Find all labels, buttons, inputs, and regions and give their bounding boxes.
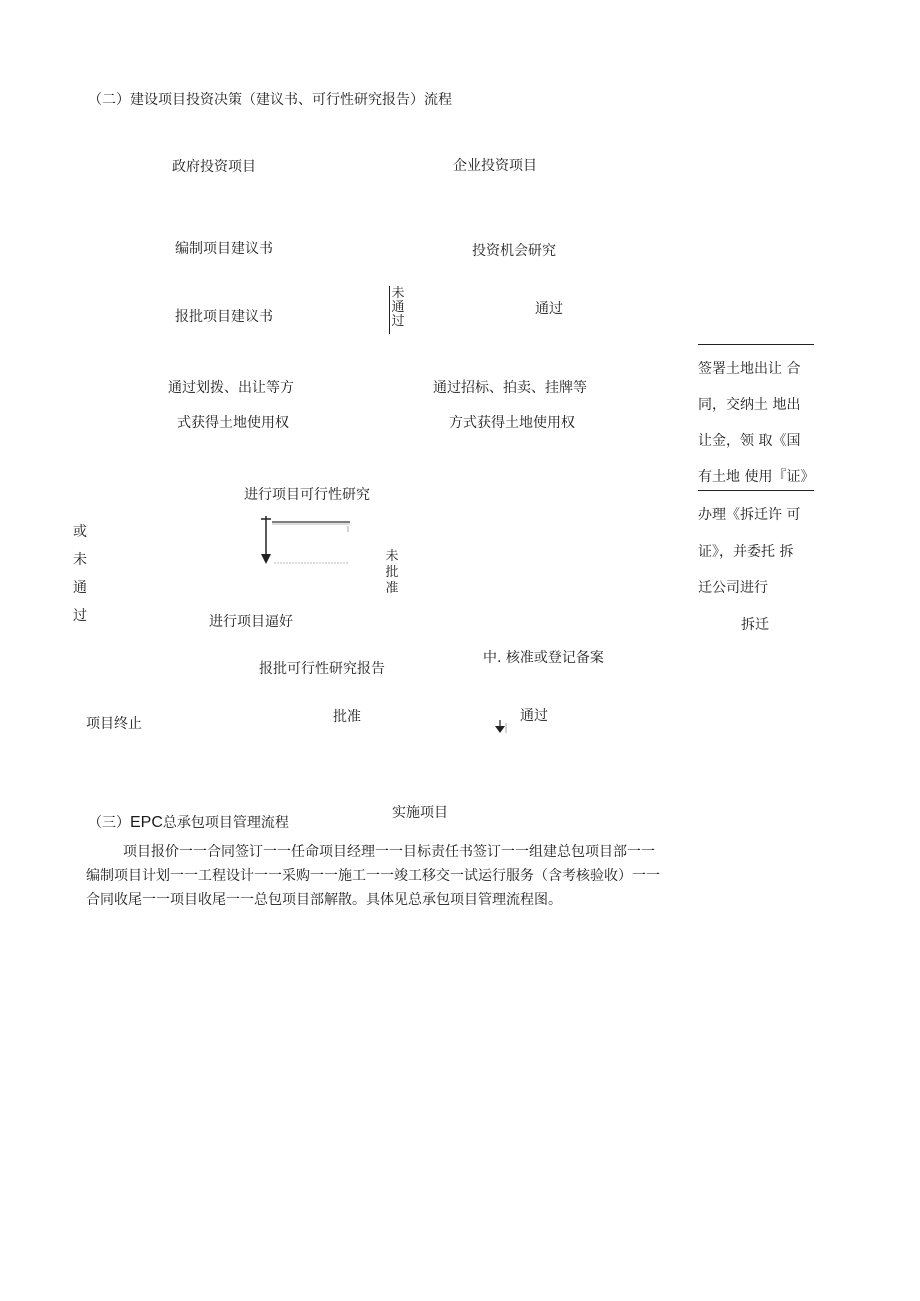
node-submit-feasibility: 报批可行性研究报告 bbox=[259, 661, 385, 677]
right-column-line-4: 有土地 使用『证》 bbox=[698, 469, 815, 485]
section-3-body-line-1: 项目报价一一合同签订一一任命项目经理一一目标责任书签订一一组建总包项目部一一 bbox=[123, 844, 655, 860]
section-3-body-line-3: 合同收尾一一项目收尾一一总包项目部解散。具体见总承包项目管理流程图。 bbox=[86, 892, 562, 908]
label-passed-2: 通过 bbox=[520, 708, 548, 724]
section-3-heading-epc: EPC bbox=[130, 814, 163, 831]
section-3-heading bbox=[88, 815, 289, 831]
node-allocate-line-1: 通过划拨、出让等方 bbox=[168, 380, 294, 396]
node-submit-proposal: 报批项目建议书 bbox=[175, 309, 273, 325]
down-arrow-icon bbox=[494, 719, 510, 735]
right-column-line-6: 证》，并委托 拆 bbox=[698, 544, 794, 560]
node-tender-line-2: 方式获得土地使用权 bbox=[449, 415, 575, 431]
node-allocate-line-2: 式获得土地使用权 bbox=[177, 415, 289, 431]
node-enterprise-investment: 企业投资项目 bbox=[453, 158, 537, 174]
node-government-investment: 政府投资项目 bbox=[172, 159, 256, 175]
node-compile-proposal: 编制项目建议书 bbox=[175, 241, 273, 257]
node-approval-filing: 中. 核准或登记备案 bbox=[483, 650, 604, 666]
right-column-line-8: 拆迁 bbox=[741, 617, 769, 633]
loop-arrow-graphic bbox=[258, 512, 354, 570]
node-feasibility-study: 进行项目可行性研究 bbox=[244, 487, 370, 503]
node-project-terminate: 项目终止 bbox=[86, 716, 142, 732]
right-column-line-5: 办理《拆迁许 可 bbox=[698, 507, 801, 523]
right-column-line-2: 同，交纳土 地出 bbox=[698, 397, 801, 413]
section-3-body-line-2: 编制项目计划一一工程设计一一采购一一施工一一竣工移交一试运行服务（含考核验收）一一 bbox=[86, 868, 660, 884]
right-column-line-7: 迁公司进行 bbox=[698, 580, 768, 596]
section-3-heading-prefix: （三） bbox=[88, 815, 130, 831]
node-implement-project: 实施项目 bbox=[392, 805, 448, 821]
right-column-top-rule bbox=[698, 344, 814, 345]
section-3-heading-rest: 总承包项目管理流程 bbox=[162, 815, 289, 831]
label-passed-1: 通过 bbox=[535, 301, 563, 317]
label-approved: 批准 bbox=[333, 709, 361, 725]
node-investment-research: 投资机会研究 bbox=[472, 243, 556, 259]
node-tender-line-1: 通过招标、拍卖、挂牌等 bbox=[433, 380, 587, 396]
right-column-mid-rule bbox=[698, 490, 814, 491]
section-2-heading: （二）建设项目投资决策（建议书、可行性研究报告）流程 bbox=[88, 92, 452, 108]
label-not-passed-1: 未通过 bbox=[391, 286, 405, 329]
label-not-approved: 未批准 bbox=[385, 549, 399, 596]
not-passed-bracket bbox=[389, 286, 390, 334]
label-or-not-passed: 或未通过 bbox=[73, 524, 87, 624]
node-do-project: 进行项目逼好 bbox=[209, 614, 293, 630]
right-column-line-1: 签署土地出让 合 bbox=[698, 361, 801, 377]
right-column-line-3: 让金，领 取《国 bbox=[698, 433, 801, 449]
